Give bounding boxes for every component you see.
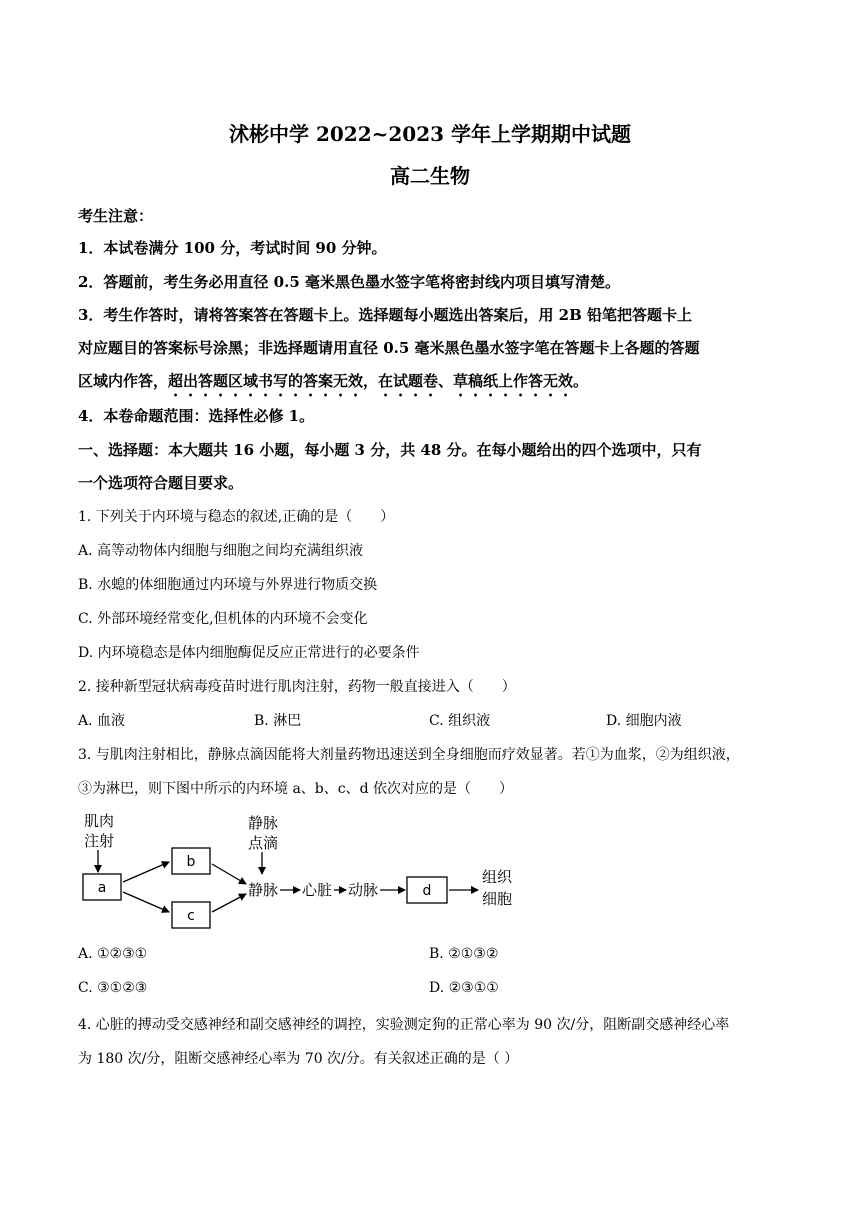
q1-option-a: A. 高等动物体内细胞与细胞之间均充满组织液 (78, 543, 364, 559)
arrow-b-to-vein (212, 864, 246, 884)
q3-diagram (78, 808, 538, 938)
diagram-inject-label-1: 肌肉 (84, 812, 115, 830)
q2-option-b: B. 淋巴 (254, 713, 302, 729)
diagram-artery: 动脉 (348, 881, 379, 899)
notice-item-3-plain: 区域内作答， (78, 372, 169, 390)
notice-heading: 考生注意： (78, 207, 154, 225)
exam-title: 沭彬中学 2022~2023 学年上学期期中试题 (228, 122, 631, 146)
section-1-line-2: 一个选项符合题目要求。 (78, 474, 244, 492)
notice-item-3-line-2: 对应题目的答案标号涂黑；非选择题请用直径 0.5 毫米黑色墨水签字笔在答题卡上各题的答题 (78, 339, 700, 357)
diagram-heart: 心脏 (302, 881, 333, 899)
q3-option-a: A. ①②③① (78, 946, 148, 962)
q1-stem: 1. 下列关于内环境与稳态的叙述,正确的是（ ） (78, 509, 395, 525)
diagram-drip-label-1: 静脉 (248, 814, 279, 832)
q3-option-b: B. ②①③② (429, 946, 499, 962)
exam-subtitle: 高二生物 (390, 164, 470, 188)
q2-stem: 2. 接种新型冠状病毒疫苗时进行肌肉注射，药物一般直接进入（ ） (78, 679, 516, 695)
q3-stem-line-2: ③为淋巴，则下图中所示的内环境 a、b、c、d 依次对应的是（ ） (78, 781, 514, 797)
notice-item-1: 1．本试卷满分 100 分，考试时间 90 分钟。 (78, 239, 387, 257)
q2-option-c: C. 组织液 (429, 713, 491, 729)
q1-option-c: C. 外部环境经常变化,但机体的内环境不会变化 (78, 611, 368, 627)
arrow-c-to-vein (212, 894, 246, 912)
q2-option-d: D. 细胞内液 (606, 713, 682, 729)
notice-item-3-emphasis: 超出答题区域书写的答案无效，在试题卷、草稿纸上作答无效 (168, 372, 574, 390)
q3-option-c: C. ③①②③ (78, 980, 148, 996)
box-d-label: d (422, 883, 432, 899)
box-b-label: b (186, 854, 196, 870)
notice-item-3-end: 。 (573, 372, 589, 390)
diagram-drip-label-2: 点滴 (248, 834, 279, 852)
q3-option-d: D. ②③①① (429, 980, 499, 996)
notice-item-2: 2．答题前，考生务必用直径 0.5 毫米黑色墨水签字笔将密封线内项目填写清楚。 (78, 273, 620, 291)
q4-stem-line-2: 为 180 次/分，阻断交感神经心率为 70 次/分。有关叙述正确的是（ ） (78, 1051, 519, 1067)
diagram-vein: 静脉 (248, 881, 279, 899)
box-c-label: c (187, 908, 195, 924)
notice-item-3-line-3 (78, 370, 588, 400)
section-1-line-1: 一、选择题：本大题共 16 小题，每小题 3 分，共 48 分。在每小题给出的四个选项中，只有 (78, 441, 702, 459)
q3-stem-line-1: 3. 与肌肉注射相比，静脉点滴因能将大剂量药物迅速送到全身细胞而疗效显著。若①为血浆，②为组织液， (78, 747, 740, 763)
diagram-tissue-label-1: 组织 (482, 868, 513, 886)
diagram-inject-label-2: 注射 (84, 832, 115, 850)
diagram-tissue-label-2: 细胞 (482, 890, 513, 908)
q1-option-d: D. 内环境稳态是体内细胞酶促反应正常进行的必要条件 (78, 645, 420, 661)
notice-item-4: 4．本卷命题范围：选择性必修 1。 (78, 407, 315, 425)
q2-option-a: A. 血液 (78, 713, 126, 729)
q1-option-b: B. 水螅的体细胞通过内环境与外界进行物质交换 (78, 577, 378, 593)
arrow-a-to-b (123, 862, 169, 882)
q4-stem-line-1: 4. 心脏的搏动受交感神经和副交感神经的调控，实验测定狗的正常心率为 90 次/分，阻断副交感神经心率 (78, 1017, 730, 1033)
arrow-a-to-c (123, 892, 169, 912)
box-a-label: a (97, 880, 107, 896)
notice-item-3-line-1: 3．考生作答时，请将答案答在答题卡上。选择题每小题选出答案后，用 2B 铅笔把答题卡上 (78, 306, 693, 324)
